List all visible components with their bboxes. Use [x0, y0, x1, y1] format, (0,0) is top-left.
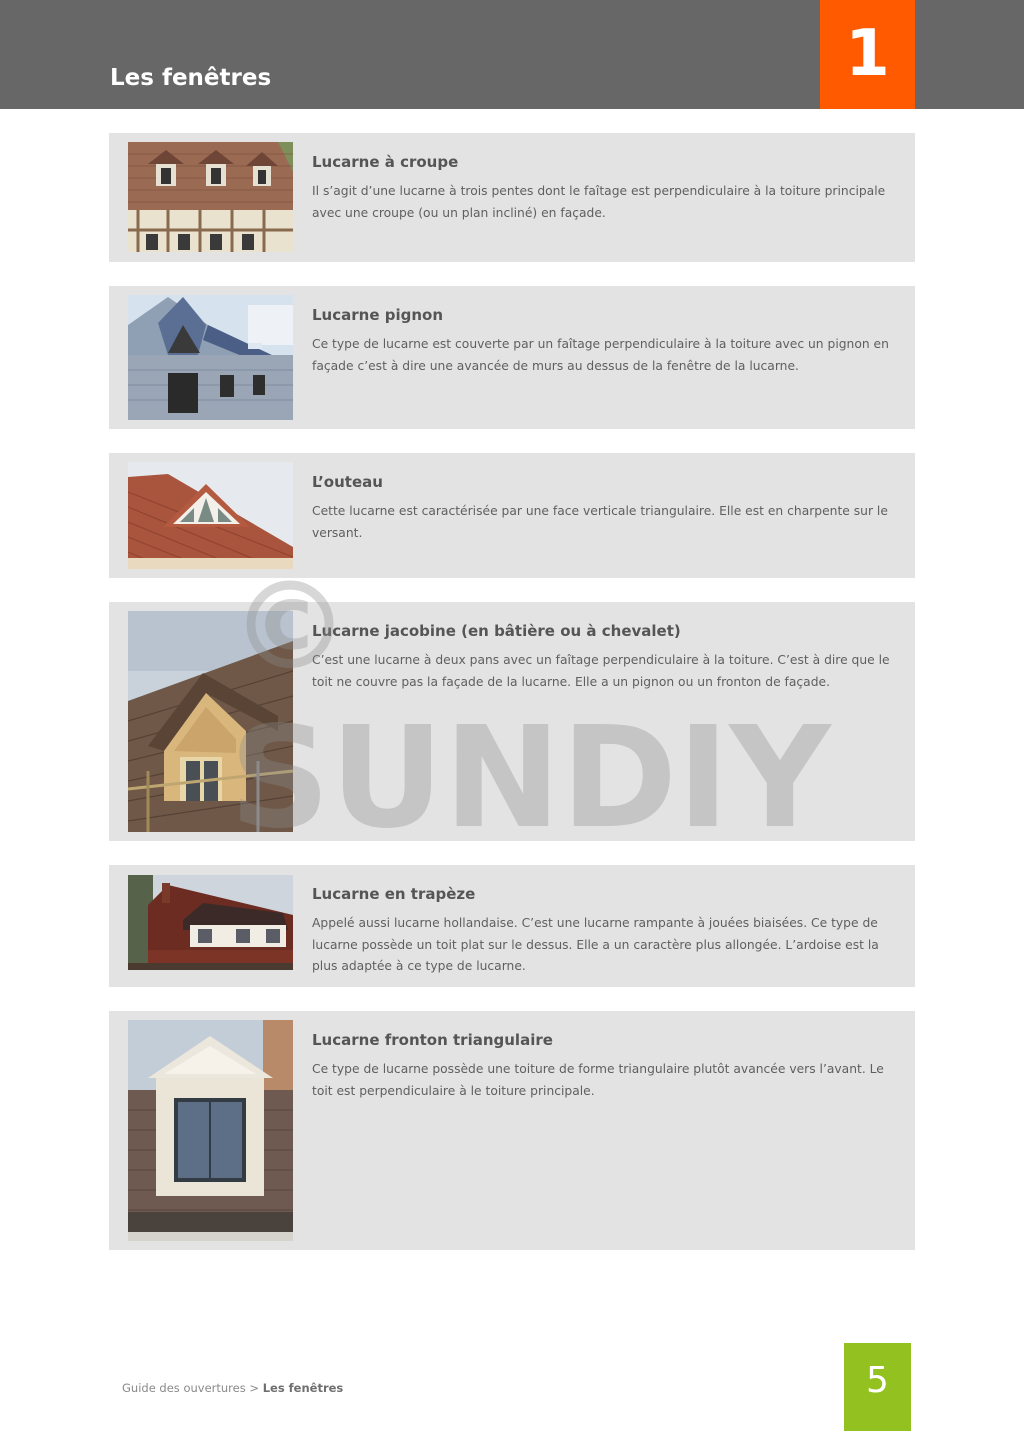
card-title: Lucarne jacobine (en bâtière ou à chevalet)	[312, 622, 681, 640]
card-description: Ce type de lucarne est couverte par un faîtage perpendiculaire à la toiture avec un pignon en façade c’est à dire une avancée de murs au dessus de la fenêtre de la lucarne.	[312, 337, 889, 373]
card-lucarne-trapeze	[109, 865, 915, 987]
page-header	[0, 0, 1024, 109]
card-lucarne-jacobine	[109, 602, 915, 841]
photo-lucarne-trapeze	[128, 875, 293, 970]
breadcrumb-current: Les fenêtres	[262, 1381, 344, 1395]
photo-lucarne-croupe	[128, 142, 293, 252]
chapter-number-badge: 1	[820, 0, 915, 109]
card-description: Ce type de lucarne possède une toiture de forme triangulaire plutôt avancée vers l’avant. Le toit est perpendiculaire à le toiture principale.	[312, 1062, 884, 1098]
card-title: Lucarne pignon	[312, 306, 444, 324]
card-title: L’outeau	[312, 473, 383, 491]
card-outeau	[109, 453, 915, 578]
card-description: Cette lucarne est caractérisée par une face verticale triangulaire. Elle est en charpente sur le versant.	[312, 504, 888, 540]
card-title: Lucarne en trapèze	[312, 885, 476, 903]
photo-outeau	[128, 462, 293, 569]
breadcrumb-separator: >	[245, 1381, 263, 1395]
card-title: Lucarne fronton triangulaire	[312, 1031, 553, 1049]
card-lucarne-fronton-triangulaire	[109, 1011, 915, 1250]
watermark-text: SUNDIY	[229, 697, 831, 860]
card-description: Il s’agit d’une lucarne à trois pentes dont le faîtage est perpendiculaire à la toiture principale avec une croupe (ou un plan incliné) en façade.	[312, 184, 886, 220]
page-title: Les fenêtres	[110, 65, 272, 91]
photo-lucarne-jacobine	[128, 611, 293, 832]
watermark-copyright-symbol: ©	[230, 558, 350, 697]
card-lucarne-pignon	[109, 286, 915, 429]
page-number-badge: 5	[844, 1343, 911, 1431]
card-description: C’est une lucarne à deux pans avec un faîtage perpendiculaire à la toiture. C’est à dire que le toit ne couvre pas la façade de la lucarne. Elle a un pignon ou un fronton de façade.	[312, 653, 890, 689]
breadcrumb-parent: Guide des ouvertures	[122, 1381, 246, 1395]
footer-breadcrumb	[122, 1380, 343, 1396]
card-title: Lucarne à croupe	[312, 153, 459, 171]
card-description: Appelé aussi lucarne hollandaise. C’est une lucarne rampante à jouées biaisées. Ce type de lucarne possède un toit plat sur le dessus. Elle a un caractère plus allongée. L’ardoise est la plus adaptée à ce type de lucarne.	[312, 916, 879, 973]
photo-lucarne-fronton	[128, 1020, 293, 1241]
photo-lucarne-pignon	[128, 295, 293, 420]
card-lucarne-croupe	[109, 133, 915, 262]
